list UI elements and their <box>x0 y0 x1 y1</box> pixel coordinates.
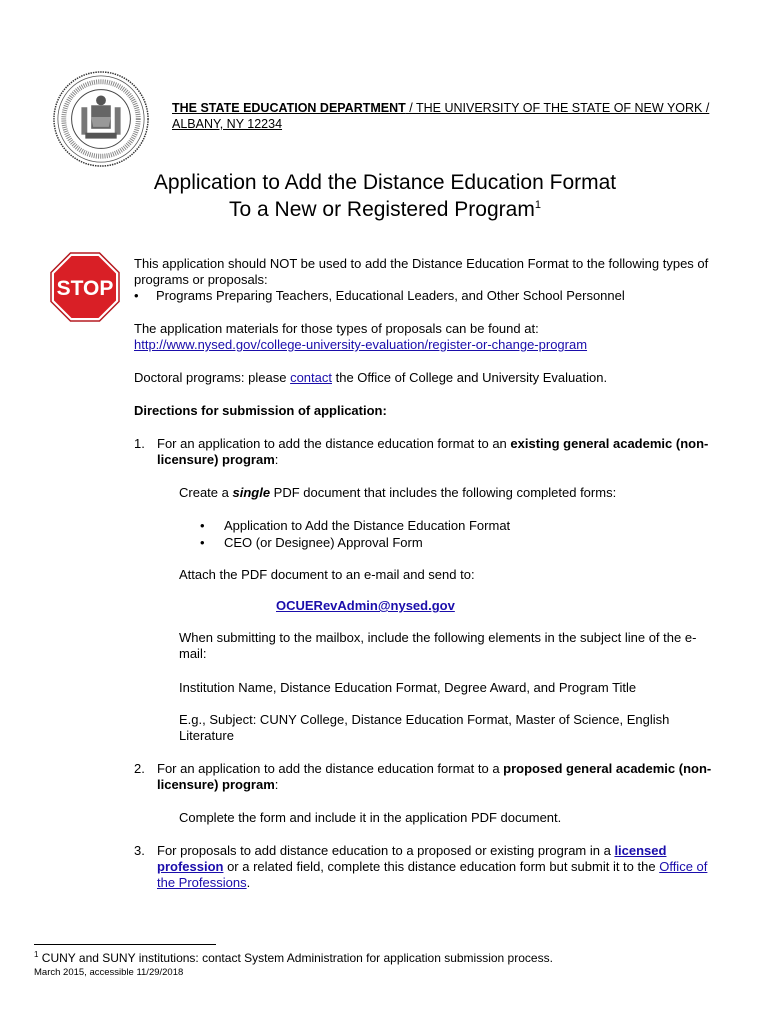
department-header <box>172 100 732 132</box>
create-emphasis: single <box>232 485 271 500</box>
forms-list <box>200 517 510 551</box>
create-suffix: PDF document that includes the following completed forms: <box>270 485 617 500</box>
register-change-program-link[interactable]: http://www.nysed.gov/college-university-evaluation/register-or-change-program <box>134 337 588 352</box>
item-number: 1. <box>134 436 145 451</box>
bullet-icon: • <box>134 288 139 303</box>
doctoral-prefix: Doctoral programs: please <box>134 370 291 385</box>
item3-prefix: For proposals to add distance education to a proposed or existing program in a <box>157 843 615 858</box>
materials-text: The application materials for those types of proposals can be found at: <box>134 321 539 336</box>
item3-suffix: . <box>246 875 251 890</box>
bullet-icon: • <box>200 518 205 533</box>
stop-sign-icon <box>50 252 120 322</box>
submission-email-link[interactable]: OCUERevAdmin@nysed.gov <box>276 598 455 613</box>
footer-date: March 2015, accessible 11/29/2018 <box>34 967 184 978</box>
item1-prefix: For an application to add the distance education format to an <box>157 436 511 451</box>
notice-bullet <box>134 288 724 304</box>
direction-item-1 <box>134 436 724 468</box>
stop-sign-label: STOP <box>56 277 114 300</box>
subject-line-note: When submitting to the mailbox, include the following elements in the subject line of the e-mail: <box>179 630 697 661</box>
subject-example: E.g., Subject: CUNY College, Distance Education Format, Master of Science, English Literature <box>179 712 670 743</box>
doctoral-suffix: the Office of College and University Evaluation. <box>332 370 608 385</box>
footnote-mark: 1 <box>34 950 39 959</box>
title-line-1: Application to Add the Distance Education Format <box>153 171 617 194</box>
direction-item-2 <box>134 761 724 793</box>
item2-bold: proposed general academic (non-licensure) program <box>157 761 712 792</box>
title-line-2-text: To a New or Registered Program <box>229 198 535 221</box>
materials-paragraph <box>134 321 724 353</box>
nysed-seal-logo <box>52 70 150 168</box>
list-item <box>200 517 510 534</box>
item-number: 3. <box>134 843 145 858</box>
footnote <box>34 951 734 966</box>
item2-suffix: : <box>274 777 279 792</box>
directions-heading: Directions for submission of application: <box>134 403 387 418</box>
bullet-icon: • <box>200 535 205 550</box>
create-prefix: Create a <box>179 485 233 500</box>
item1-bold: existing general academic (non-licensure) program <box>157 436 709 467</box>
footnote-divider <box>34 944 216 945</box>
item3-middle: or a related field, complete this distance education form but submit it to the <box>223 859 660 874</box>
doctoral-paragraph <box>134 370 724 386</box>
list-item <box>200 534 510 551</box>
form-name: CEO (or Designee) Approval Form <box>224 535 423 550</box>
notice-intro <box>134 256 724 304</box>
form-name: Application to Add the Distance Education Format <box>224 518 511 533</box>
subject-elements: Institution Name, Distance Education Format, Degree Award, and Program Title <box>179 680 637 695</box>
item1-suffix: : <box>274 452 279 467</box>
title-line-2 <box>0 197 770 223</box>
contact-link[interactable]: contact <box>290 370 332 385</box>
create-pdf-instruction <box>179 485 724 501</box>
department-address: / THE UNIVERSITY OF THE STATE OF NEW YORK / ALBANY, NY 12234 <box>172 101 710 131</box>
notice-intro-text: This application should NOT be used to add the Distance Education Format to the following types of programs or proposals: <box>134 256 709 287</box>
footnote-text: CUNY and SUNY institutions: contact System Administration for application submission process. <box>38 951 553 965</box>
title-footnote-mark: 1 <box>534 199 541 211</box>
office-of-professions-link[interactable]: Office of the Professions <box>157 859 708 890</box>
direction-item-3 <box>134 843 724 891</box>
licensed-profession-link[interactable]: licensed profession <box>157 843 667 874</box>
item2-instruction: Complete the form and include it in the application PDF document. <box>179 810 562 825</box>
notice-bullet-text: Programs Preparing Teachers, Educational Leaders, and Other School Personnel <box>156 288 625 303</box>
item2-prefix: For an application to add the distance education format to a <box>157 761 504 776</box>
item-number: 2. <box>134 761 145 776</box>
attach-instruction: Attach the PDF document to an e-mail and send to: <box>179 567 475 582</box>
department-name: THE STATE EDUCATION DEPARTMENT <box>172 101 406 115</box>
